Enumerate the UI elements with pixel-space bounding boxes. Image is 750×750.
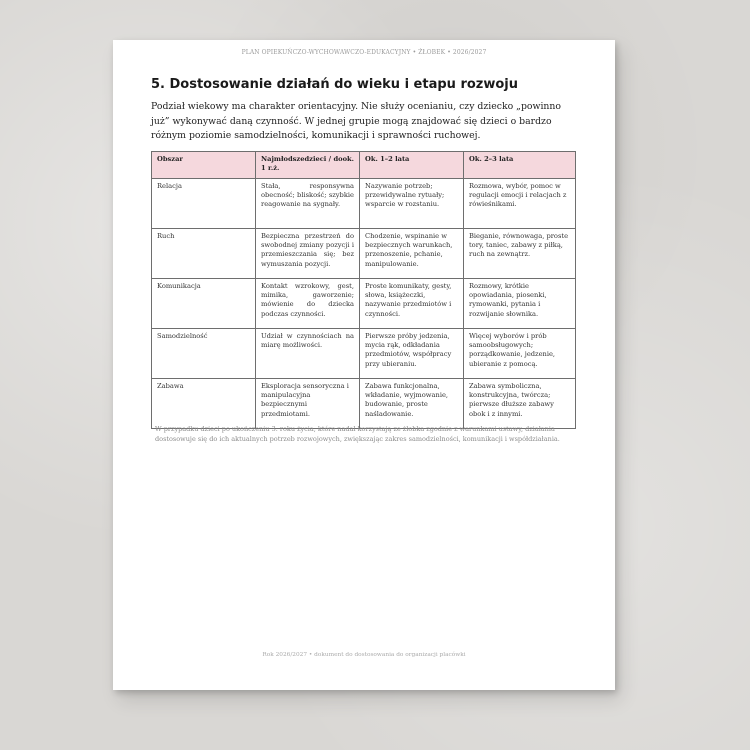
footnote: W przypadku dzieci po ukończeniu 3. roku życia, które nadal korzystają ze żłobka zgodnie z warunkami ustawy, działania dostosowuje się do ich aktualnych potrzeb rozwojowych, zwiększając zakres samodzielności, komunikacji i współdziałania. <box>155 425 560 443</box>
table-cell: Bieganie, równowaga, proste tory, taniec, zabawy z piłką, ruch na zewnątrz. <box>464 229 576 279</box>
table-cell: Nazywanie potrzeb; przewidywalne rytuały; wsparcie w rozstaniu. <box>360 179 464 229</box>
row-area-cell: Ruch <box>152 229 256 279</box>
row-area-cell: Relacja <box>152 179 256 229</box>
row-area-cell: Samodzielność <box>152 329 256 379</box>
table-cell: Kontakt wzrokowy, gest, mimika, gaworzenie; mówienie do dziecka podczas czynności. <box>256 279 360 329</box>
table-cell: Zabawa symboliczna, konstrukcyjna, twórcza; pierwsze dłuższe zabawy obok i z innymi. <box>464 379 576 429</box>
table-row <box>152 329 576 379</box>
header-area: Obszar <box>152 152 256 179</box>
row-area-cell: Zabawa <box>152 379 256 429</box>
age-adaptation-table <box>151 151 576 429</box>
table-row <box>152 379 576 429</box>
table-cell: Eksploracja sensoryczna i manipulacyjna bezpiecznymi przedmiotami. <box>256 379 360 429</box>
table-cell: Stała, responsywna obecność; bliskość; szybkie reagowanie na sygnały. <box>256 179 360 229</box>
header-2-3-years: Ok. 2–3 lata <box>464 152 576 179</box>
table-cell: Chodzenie, wspinanie w bezpiecznych warunkach, przenoszenie, pchanie, manipulowanie. <box>360 229 464 279</box>
table-cell: Rozmowy, krótkie opowiadania, piosenki, rymowanki, pytania i rozwijanie słownika. <box>464 279 576 329</box>
table-row <box>152 279 576 329</box>
table-cell: Proste komunikaty, gesty, słowa, książeczki, nazywanie przedmiotów i czynności. <box>360 279 464 329</box>
header-1-2-years: Ok. 1–2 lata <box>360 152 464 179</box>
table-cell: Bezpieczna przestrzeń do swobodnej zmiany pozycji i przemieszczania się; bez wymuszania pozycji. <box>256 229 360 279</box>
table-cell: Rozmowa, wybór, pomoc w regulacji emocji i relacjach z rówieśnikami. <box>464 179 576 229</box>
table-cell: Udział w czynnościach na miarę możliwości. <box>256 329 360 379</box>
page-footer: Rok 2026/2027 • dokument do dostosowania do organizacji placówki <box>262 652 466 658</box>
running-head: PLAN OPIEKUŃCZO-WYCHOWAWCZO-EDUKACYJNY • ŻŁOBEK • 2026/2027 <box>241 49 487 56</box>
table-row <box>152 229 576 279</box>
table-cell: Więcej wyborów i prób samoobsługowych; porządkowanie, jedzenie, ubieranie z pomocą. <box>464 329 576 379</box>
section-title: 5. Dostosowanie działań do wieku i etapu rozwoju <box>151 77 519 92</box>
table-row <box>152 179 576 229</box>
table-header-row <box>152 152 576 179</box>
table-cell: Zabawa funkcjonalna, wkładanie, wyjmowanie, budowanie, proste naśladowanie. <box>360 379 464 429</box>
intro-paragraph: Podział wiekowy ma charakter orientacyjny. Nie służy ocenianiu, czy dziecko „powinno już” wykonywać daną czynność. W jednej grupie mogą znajdować się dzieci o bardzo różnym poziomie samodzielności, komunikacji i sprawności ruchowej. <box>151 101 561 141</box>
document-page <box>113 40 615 690</box>
table-cell: Pierwsze próby jedzenia, mycia rąk, odkładania przedmiotów, współpracy przy ubieraniu. <box>360 329 464 379</box>
row-area-cell: Komunikacja <box>152 279 256 329</box>
header-youngest: Najmłodszedzieci / dook. 1 r.ż. <box>256 152 360 179</box>
